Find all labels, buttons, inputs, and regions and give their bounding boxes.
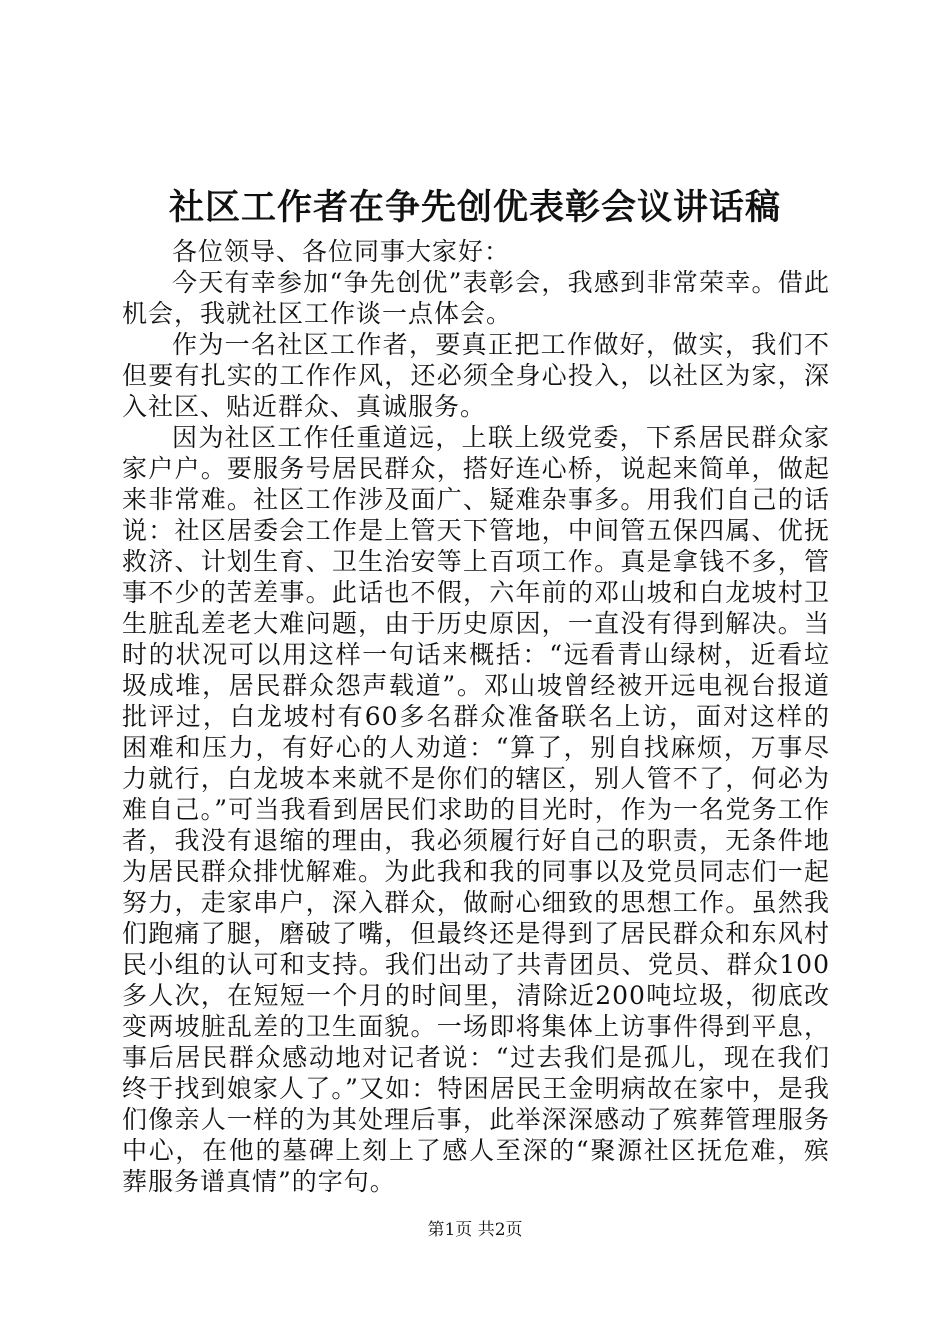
page-number: 第1页 共2页 xyxy=(427,1220,523,1240)
page-footer xyxy=(0,1218,950,1242)
story-paragraph: 因为社区工作任重道远，上联上级党委，下系居民群众家家户户。要服务号居民群众，搭好连心桥，说起来简单，做起来非常难。社区工作涉及面广、疑难杂事多。用我们自己的话说：社区居委会工作是上管天下管地，中间管五保四属、优抚救济、计划生育、卫生治安等上百项工作。真是拿钱不多，管事不少的苦差事。此话也不假，六年前的邓山坡和白龙坡村卫生脏乱差老大难问题，由于历史原因，一直没有得到解决。当时的状况可以用这样一句话来概括：“远看青山绿树，近看垃圾成堆，居民群众怨声载道”。邓山坡曾经被开远电视台报道批评过，白龙坡村有60多名群众准备联名上访，面对这样的困难和压力，有好心的人劝道：“算了，别自找麻烦，万事尽力就行，白龙坡本来就不是你们的辖区，别人管不了，何必为难自己。”可当我看到居民们求助的目光时，作为一名党务工作者，我没有退缩的理由，我必须履行好自己的职责，无条件地为居民群众排忧解难。为此我和我的同事以及党员同志们一起努力，走家串户，深入群众，做耐心细致的思想工作。虽然我们跑痛了腿，磨破了嘴，但最终还是得到了居民群众和东风村民小组的认可和支持。我们出动了共青团员、党员、群众100多人次，在短短一个月的时间里，清除近200吨垃圾，彻底改变两坡脏乱差的卫生面貌。一场即将集体上访事件得到平息，事后居民群众感动地对记者说：“过去我们是孤儿，现在我们终于找到娘家人了。”又如：特困居民王金明病故在家中，是我们像亲人一样的为其处理后事，此举深深感动了殡葬管理服务中心，在他的墓碑上刻上了感人至深的“聚源社区抚危难，殡葬服务谱真情”的字句。 xyxy=(122,423,830,1196)
salutation-paragraph: 各位领导、各位同事大家好： xyxy=(172,237,511,266)
commitment-paragraph: 作为一名社区工作者，要真正把工作做好，做实，我们不但要有扎实的工作作风，还必须全身心投入，以社区为家，深入社区、贴近群众、真诚服务。 xyxy=(122,330,830,421)
intro-paragraph: 今天有幸参加“争先创优”表彰会，我感到非常荣幸。借此机会，我就社区工作谈一点体会。 xyxy=(122,268,830,328)
document-body xyxy=(122,236,830,1197)
document-title: 社区工作者在争先创优表彰会议讲话稿 xyxy=(168,187,781,228)
